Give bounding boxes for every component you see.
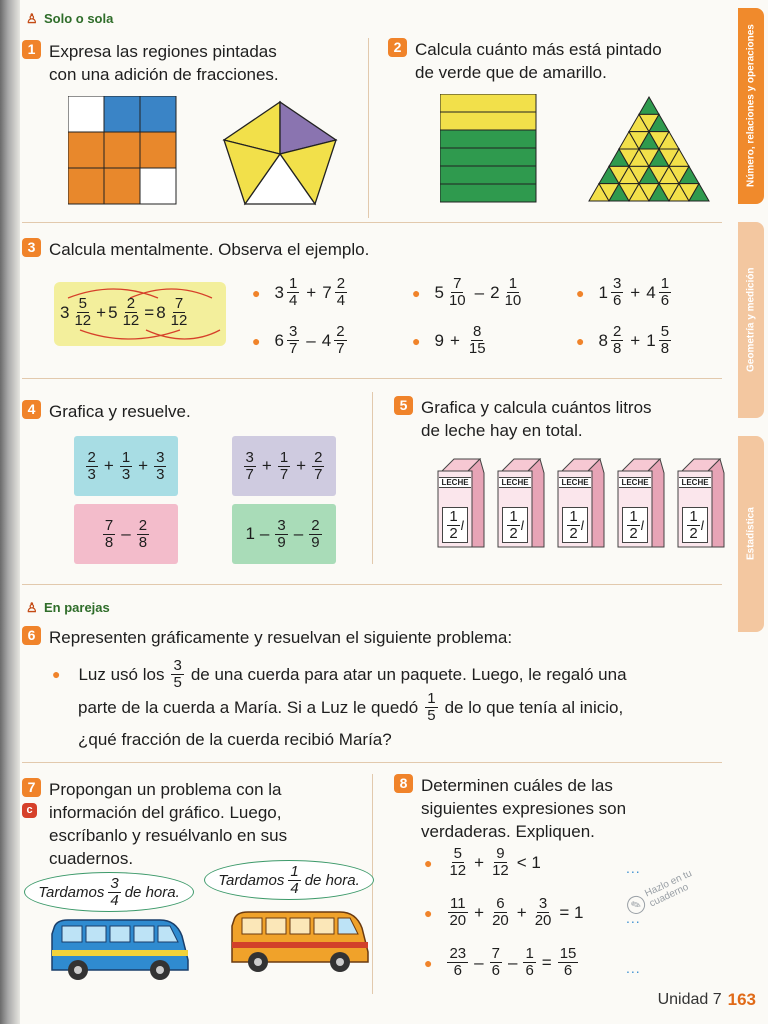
tab-numero[interactable] <box>738 8 764 204</box>
operator: + <box>306 282 317 302</box>
whole: 6 <box>274 330 284 350</box>
operator: – <box>121 524 131 543</box>
denominator: 6 <box>491 962 500 979</box>
carton-label <box>442 507 468 543</box>
numerator: 1 <box>288 275 298 292</box>
mental-math-item <box>412 276 524 309</box>
question-3 <box>22 238 369 261</box>
milk-carton <box>496 457 546 549</box>
operator: + <box>474 852 485 872</box>
denominator: 3 <box>87 465 96 483</box>
tab-geometria-label: Geometría y medición <box>745 267 757 373</box>
fraction <box>490 846 511 879</box>
question-text: Calcula cuánto más está pintado <box>415 40 662 59</box>
numerator: 2 <box>311 516 320 534</box>
competency-badge: c <box>22 803 37 818</box>
fraction <box>86 450 98 483</box>
numerator: 5 <box>660 323 670 340</box>
denominator: 2 <box>629 524 638 542</box>
numerator: 7 <box>491 945 500 962</box>
fraction <box>611 324 623 357</box>
question-text: de leche hay en total. <box>421 421 583 440</box>
denominator: 6 <box>453 962 462 979</box>
problem-text: parte de la cuerda a María. Si a Luz le quedó <box>78 698 419 717</box>
question-8 <box>394 774 626 843</box>
numerator: 1 <box>279 448 289 466</box>
whole: 9 <box>434 330 444 350</box>
operator: – <box>507 952 518 972</box>
mental-math-item <box>252 324 348 357</box>
denominator: 7 <box>245 465 254 483</box>
fraction <box>287 324 299 357</box>
whole: 5 <box>434 282 444 302</box>
bubble-text: de hora. <box>124 883 180 901</box>
fraction <box>120 450 132 483</box>
numerator: 15 <box>559 945 577 962</box>
denominator: 10 <box>448 292 466 309</box>
denominator: 8 <box>138 533 148 551</box>
denominator: 12 <box>492 862 509 879</box>
page-binding-shadow <box>0 0 20 1024</box>
numerator: 5 <box>78 295 87 312</box>
numerator: 2 <box>314 448 323 466</box>
milk-carton <box>436 457 486 549</box>
graph-expression-box <box>232 436 336 496</box>
denominator: 12 <box>449 862 467 879</box>
operator: = <box>541 952 552 972</box>
denominator: 8 <box>104 533 114 551</box>
divider <box>368 38 369 218</box>
numerator: 2 <box>336 323 345 340</box>
carton-unit: l <box>640 517 644 533</box>
operator: < 1 <box>516 852 541 872</box>
numerator: 1 <box>629 507 638 525</box>
denominator: 3 <box>121 465 131 483</box>
fraction <box>490 946 502 979</box>
mental-math-item <box>412 324 489 357</box>
question-text: información del gráfico. Luego, <box>49 803 282 822</box>
fraction <box>309 518 321 551</box>
section-header-solo <box>26 11 113 26</box>
denominator: 2 <box>689 524 698 542</box>
divider <box>22 762 722 763</box>
numerator: 3 <box>612 275 622 292</box>
denominator: 20 <box>449 912 467 929</box>
operator: = <box>144 302 155 322</box>
carton-unit: l <box>580 517 584 533</box>
denominator: 7 <box>279 465 289 483</box>
denominator: 12 <box>74 312 92 329</box>
denominator: 6 <box>660 292 670 309</box>
question-text: de verde que de amarillo. <box>415 63 607 82</box>
denominator: 3 <box>156 465 165 483</box>
numerator: 3 <box>288 323 298 340</box>
bullet: ● <box>52 666 61 682</box>
stamp-text: Hazlo en tu cuaderno <box>643 868 694 910</box>
divider <box>372 392 373 564</box>
whole: 3 <box>60 302 70 322</box>
operator: = 1 <box>559 902 584 922</box>
graph-expression-box <box>74 436 178 496</box>
fraction <box>108 876 120 909</box>
whole: 1 <box>245 524 255 543</box>
numerator: 3 <box>538 895 548 912</box>
carton-brand: LECHE <box>439 477 471 488</box>
numerator: 1 <box>290 862 299 880</box>
carton-unit: l <box>460 517 464 533</box>
question-text: Grafica y calcula cuántos litros <box>421 398 652 417</box>
denominator: 12 <box>170 312 188 329</box>
denominator: 7 <box>288 340 298 357</box>
numerator: 7 <box>174 295 184 312</box>
question-1 <box>22 40 279 86</box>
operator: – <box>474 952 484 972</box>
fraction <box>611 276 623 309</box>
denominator: 20 <box>492 912 509 929</box>
graph-expression-box <box>74 504 178 564</box>
blue-van-illustration <box>48 916 190 982</box>
whole: 4 <box>321 330 332 350</box>
numerator: 11 <box>450 895 466 912</box>
question-number: 5 <box>394 396 413 415</box>
numerator: 2 <box>138 516 148 534</box>
numerator: 1 <box>508 275 518 292</box>
triangle-cell <box>639 97 659 114</box>
denominator: 15 <box>468 340 486 357</box>
example-expression <box>60 296 190 329</box>
carton-label <box>682 507 708 543</box>
denominator: 4 <box>110 891 119 909</box>
fraction <box>72 296 93 329</box>
carton-label <box>622 507 648 543</box>
page-number: 163 <box>727 990 756 1009</box>
operator: + <box>516 902 527 922</box>
fraction <box>288 864 300 897</box>
numerator: 5 <box>453 845 462 862</box>
numerator: 6 <box>496 895 505 912</box>
numerator: 1 <box>569 507 578 525</box>
question-text: Calcula mentalmente. Observa el ejemplo. <box>49 240 370 259</box>
numerator: 8 <box>473 323 482 340</box>
bullet: ● <box>412 332 421 349</box>
denominator: 8 <box>612 340 622 357</box>
tab-estadistica-label: Estadística <box>745 507 757 561</box>
answer-placeholder[interactable]: ... <box>626 860 641 876</box>
denominator: 9 <box>311 533 320 551</box>
pair-icon: ♙ <box>26 599 38 615</box>
speech-bubble <box>24 872 194 912</box>
fraction <box>275 518 287 551</box>
operator: + <box>96 302 107 322</box>
denominator: 4 <box>288 292 298 309</box>
bullet: ● <box>252 284 261 301</box>
striped-rectangle-figure <box>440 94 538 206</box>
answer-placeholder[interactable]: ... <box>626 960 641 976</box>
problem-text: de una cuerda para atar un paquete. Luego, le regaló una <box>190 665 627 684</box>
whole: 8 <box>598 330 608 350</box>
operator: + <box>449 330 460 350</box>
fraction <box>490 896 511 929</box>
operator: + <box>630 330 641 350</box>
fraction <box>447 846 468 879</box>
fraction <box>137 518 149 551</box>
whole: 8 <box>156 302 166 322</box>
answer-placeholder[interactable]: ... <box>626 910 641 926</box>
fraction <box>334 324 346 357</box>
milk-carton <box>556 457 606 549</box>
question-number: 4 <box>22 400 41 419</box>
fraction <box>659 324 671 357</box>
carton-unit: l <box>520 517 524 533</box>
bullet: ● <box>412 284 421 301</box>
carton-label <box>562 507 588 543</box>
numerator: 23 <box>449 945 467 962</box>
question-text: con una adición de fracciones. <box>49 65 279 84</box>
operator: – <box>293 524 304 543</box>
expression-row <box>424 846 544 879</box>
fraction <box>533 896 554 929</box>
expression-row <box>424 896 587 929</box>
whole: 7 <box>322 282 332 302</box>
fraction <box>121 296 142 329</box>
fraction <box>467 324 488 357</box>
numerator: 1 <box>689 507 698 525</box>
question-2 <box>388 38 662 84</box>
question-text: siguientes expresiones son <box>421 799 627 818</box>
fraction <box>687 509 699 542</box>
numerator: 2 <box>336 275 346 292</box>
whole: 2 <box>490 282 500 302</box>
denominator: 4 <box>290 879 299 897</box>
problem-text: ¿qué fracción de la cuerda recibió María? <box>78 730 392 749</box>
numerator: 9 <box>496 845 505 862</box>
milk-carton <box>616 457 666 549</box>
fraction <box>287 276 299 309</box>
tab-estadistica[interactable] <box>738 436 764 632</box>
bullet: ● <box>424 854 433 871</box>
question-text: Grafica y resuelve. <box>49 402 191 421</box>
numerator: 3 <box>173 657 182 674</box>
numerator: 3 <box>277 516 286 534</box>
fraction <box>503 276 524 309</box>
bubble-text: Tardamos <box>38 883 105 901</box>
speech-bubble <box>204 860 374 900</box>
section-label: En parejas <box>44 600 110 615</box>
question-number: 7 <box>22 778 41 797</box>
bullet: ● <box>576 332 585 349</box>
whole: 1 <box>598 282 608 302</box>
carton-brand: LECHE <box>499 477 531 488</box>
denominator: 5 <box>427 707 436 724</box>
numerator: 3 <box>245 448 254 466</box>
bubble-text: Tardamos <box>218 871 285 889</box>
denominator: 5 <box>173 674 182 691</box>
carton-label <box>502 507 528 543</box>
numerator: 1 <box>427 690 436 707</box>
problem-text: Luz usó los <box>78 665 165 684</box>
operator: + <box>261 456 272 475</box>
denominator: 2 <box>449 524 458 542</box>
bullet: ● <box>424 954 433 971</box>
fraction <box>558 946 579 979</box>
bullet: ● <box>576 284 585 301</box>
graph-expression-box <box>232 504 336 564</box>
fraction <box>169 296 190 329</box>
question-text: verdaderas. Expliquen. <box>421 822 595 841</box>
bubble-text: de hora. <box>304 871 360 889</box>
fraction <box>447 509 459 542</box>
fraction <box>447 276 468 309</box>
tab-numero-label: Número, relaciones y operaciones <box>745 24 757 188</box>
denominator: 7 <box>314 465 323 483</box>
numerator: 1 <box>121 448 131 466</box>
shaded-grid-figure <box>68 96 178 206</box>
carton-brand: LECHE <box>679 477 711 488</box>
carton-brand: LECHE <box>619 477 651 488</box>
person-icon: ♙ <box>26 10 38 26</box>
numerator: 2 <box>612 323 622 340</box>
fraction <box>103 518 115 551</box>
denominator: 8 <box>660 340 670 357</box>
operator: + <box>630 282 641 302</box>
fraction <box>567 509 579 542</box>
numerator: 3 <box>110 874 119 892</box>
whole: 3 <box>274 282 284 302</box>
fraction <box>507 509 519 542</box>
numerator: 2 <box>87 448 96 466</box>
mental-math-item <box>576 276 672 309</box>
operator: + <box>103 456 114 475</box>
question-6 <box>22 626 512 649</box>
denominator: 12 <box>122 312 140 329</box>
divider <box>22 378 722 379</box>
problem-statement <box>52 658 722 751</box>
question-5 <box>394 396 652 442</box>
numerator: 7 <box>104 516 114 534</box>
operator: + <box>138 456 149 475</box>
bullet: ● <box>424 904 433 921</box>
carton-unit: l <box>700 517 704 533</box>
denominator: 4 <box>336 292 346 309</box>
question-7 <box>22 778 287 870</box>
shaded-pentagon-figure <box>220 100 340 208</box>
mental-math-item <box>252 276 348 309</box>
whole: 1 <box>646 330 656 350</box>
operator: + <box>296 456 307 475</box>
question-text: Determinen cuáles de las <box>421 776 613 795</box>
question-4 <box>22 400 191 423</box>
fraction <box>154 450 166 483</box>
bullet: ● <box>252 332 261 349</box>
numerator: 7 <box>453 275 462 292</box>
fraction <box>447 946 468 979</box>
denominator: 6 <box>612 292 622 309</box>
fraction <box>523 946 535 979</box>
whole: 4 <box>646 282 656 302</box>
fraction <box>244 450 256 483</box>
fraction <box>278 450 290 483</box>
fraction <box>425 691 437 724</box>
question-number: 1 <box>22 40 41 59</box>
carton-brand: LECHE <box>559 477 591 488</box>
question-text: escríbanlo y resuélvanlo en sus <box>49 826 288 845</box>
fraction <box>627 509 639 542</box>
operator: – <box>306 330 316 350</box>
mental-math-item <box>576 324 672 357</box>
numerator: 1 <box>509 507 518 525</box>
denominator: 2 <box>509 524 518 542</box>
page-footer <box>658 990 756 1010</box>
question-number: 3 <box>22 238 41 257</box>
denominator: 10 <box>504 292 522 309</box>
numerator: 1 <box>660 275 670 292</box>
fraction <box>447 896 468 929</box>
denominator: 6 <box>563 962 573 979</box>
fraction <box>171 658 183 691</box>
section-header-parejas <box>26 600 110 615</box>
question-number: 8 <box>394 774 413 793</box>
unit-label: Unidad 7 <box>657 991 722 1008</box>
question-text: Propongan un problema con la <box>49 780 282 799</box>
numerator: 1 <box>525 945 534 962</box>
operator: + <box>474 902 485 922</box>
question-text: Expresa las regiones pintadas <box>49 42 277 61</box>
expression-row <box>424 946 579 979</box>
pencil-icon: ✎ <box>624 893 648 917</box>
denominator: 20 <box>534 912 552 929</box>
fraction <box>312 450 324 483</box>
operator: – <box>259 524 270 543</box>
denominator: 6 <box>525 962 534 979</box>
triangle-mosaic-figure <box>586 94 712 204</box>
divider <box>22 584 722 585</box>
whole: 5 <box>108 302 118 322</box>
denominator: 7 <box>336 340 345 357</box>
yellow-van-illustration <box>228 906 370 978</box>
fraction <box>659 276 671 309</box>
numerator: 3 <box>156 448 165 466</box>
question-number: 6 <box>22 626 41 645</box>
denominator: 9 <box>277 533 286 551</box>
section-label: Solo o sola <box>44 11 114 26</box>
question-text: Representen gráficamente y resuelvan el siguiente problema: <box>49 628 513 647</box>
denominator: 2 <box>569 524 578 542</box>
question-text: cuadernos. <box>49 849 134 868</box>
divider <box>22 222 722 223</box>
tab-geometria[interactable] <box>738 222 764 418</box>
numerator: 2 <box>126 295 136 312</box>
problem-text: de lo que tenía al inicio, <box>444 698 624 717</box>
numerator: 1 <box>449 507 458 525</box>
example-box <box>54 282 226 346</box>
operator: – <box>474 282 485 302</box>
fraction <box>335 276 347 309</box>
milk-carton <box>676 457 726 549</box>
question-number: 2 <box>388 38 407 57</box>
